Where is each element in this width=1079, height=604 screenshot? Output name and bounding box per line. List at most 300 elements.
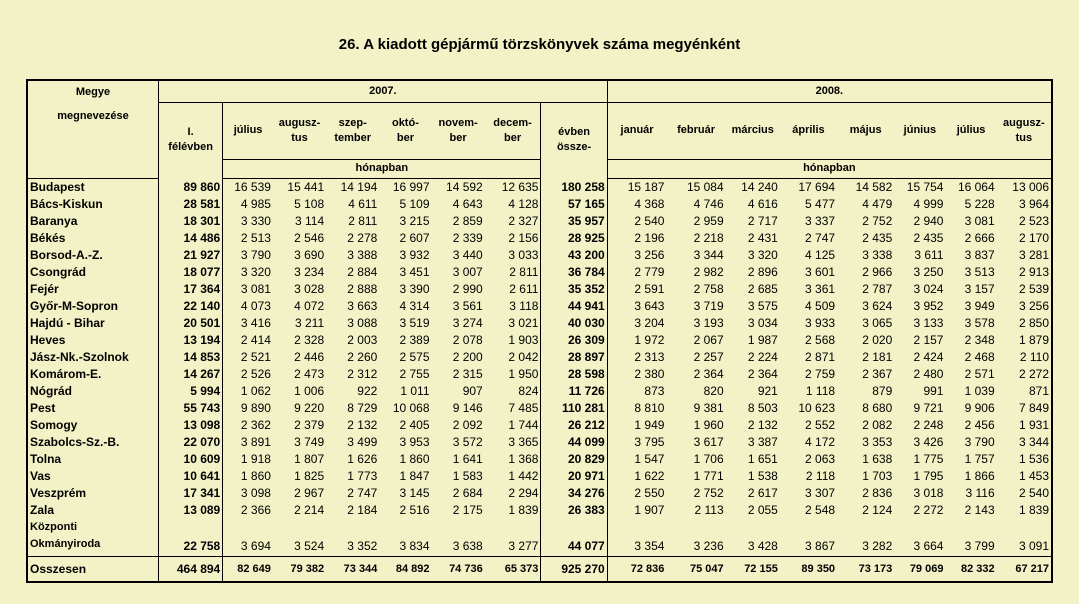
table-cell: 2 257 <box>693 350 724 364</box>
table-cell: 2 755 <box>399 367 430 381</box>
table-row <box>27 264 1052 281</box>
table-cell: 3 281 <box>1018 248 1049 262</box>
table-row <box>27 434 1052 451</box>
table-cell: 4 172 <box>805 435 836 449</box>
table-cell: 922 <box>357 384 378 398</box>
table-cell: 3 952 <box>913 299 944 313</box>
table-cell: 2 157 <box>913 333 944 347</box>
table-cell: 2 362 <box>240 418 271 432</box>
column-header-2007-1: július <box>233 124 263 136</box>
table-cell: 1 839 <box>485 502 541 519</box>
table-cell: 2 523 <box>1018 214 1049 228</box>
table-cell: 2 063 <box>805 452 836 466</box>
table-cell: 2 896 <box>747 265 778 279</box>
table-cell: 1 453 <box>1018 469 1049 483</box>
table-cell: 2 540 <box>634 214 665 228</box>
table-cell: 1 847 <box>399 469 430 483</box>
table-cell: 2 367 <box>862 367 893 381</box>
table-cell: 3 513 <box>964 265 995 279</box>
table-cell: 3 933 <box>805 316 836 330</box>
table-cell: 2 685 <box>747 282 778 296</box>
table-cell: 3 354 <box>634 538 665 553</box>
table-cell: 2 871 <box>805 350 836 364</box>
table-cell: 8 680 <box>862 401 893 415</box>
table-cell: 2 513 <box>240 231 271 245</box>
table-row <box>27 468 1052 485</box>
county-name: Győr-M-Sopron <box>27 298 159 315</box>
table-cell: 2 379 <box>294 418 325 432</box>
unit-label-2007: hónapban <box>223 159 541 178</box>
table-cell: 3 024 <box>913 282 944 296</box>
table-cell: 28 897 <box>541 349 607 366</box>
table-cell: 3 352 <box>347 538 378 553</box>
table-cell: 3 953 <box>399 435 430 449</box>
table-cell: 3 320 <box>747 248 778 262</box>
table-cell: 3 320 <box>240 265 271 279</box>
table-cell: 2 124 <box>862 503 893 517</box>
table-cell: 2 170 <box>1018 231 1049 245</box>
table-cell: 3 330 <box>240 214 271 228</box>
table-cell: 3 081 <box>240 282 271 296</box>
table-cell: 2 067 <box>693 333 724 347</box>
table-cell: 907 <box>462 384 483 398</box>
table-cell: 4 616 <box>747 197 778 211</box>
table-cell: 5 994 <box>159 383 223 400</box>
table-cell: 1 039 <box>964 384 995 398</box>
table-cell: 3 932 <box>399 248 430 262</box>
table-cell: 26 383 <box>541 502 607 519</box>
table-cell: 3 007 <box>452 265 483 279</box>
table-cell: 10 623 <box>798 401 836 415</box>
table-cell: 35 352 <box>541 281 607 298</box>
table-cell: 74 736 <box>432 556 485 582</box>
table-cell: 2 003 <box>347 333 378 347</box>
table-cell: 2 184 <box>347 503 378 517</box>
table-cell: 1 771 <box>693 469 724 483</box>
table-cell: 3 451 <box>399 265 430 279</box>
table-cell: 1 118 <box>805 384 836 398</box>
table-row <box>27 315 1052 332</box>
table-cell: 1 866 <box>964 469 995 483</box>
table-row <box>27 196 1052 213</box>
table-cell: 3 790 <box>964 435 995 449</box>
table-row <box>27 281 1052 298</box>
table-cell: 4 611 <box>348 197 378 211</box>
table-cell: 12 635 <box>485 178 541 196</box>
table-cell: 3 572 <box>452 435 483 449</box>
table-cell: 18 301 <box>159 213 223 230</box>
county-name: Békés <box>27 230 159 247</box>
table-cell: 20 501 <box>159 315 223 332</box>
table-cell: 2 539 <box>1018 282 1049 296</box>
table-cell: 3 749 <box>294 435 325 449</box>
table-cell: 2 940 <box>913 214 944 228</box>
table-cell: 2 248 <box>913 418 944 432</box>
table-cell: 1 757 <box>964 452 995 466</box>
table-cell: 2 214 <box>294 503 325 517</box>
county-name: Osszesen <box>27 556 159 582</box>
table-cell: 2 747 <box>805 231 836 245</box>
table-cell: 3 663 <box>347 299 378 313</box>
table-cell: 2 118 <box>805 469 836 483</box>
table-cell: 13 089 <box>159 502 223 519</box>
table-cell: 1 903 <box>485 332 541 349</box>
county-name: Csongrád <box>27 264 159 281</box>
table-cell: 3 643 <box>634 299 665 313</box>
table-cell: 1 839 <box>1018 503 1049 517</box>
table-cell: 2 666 <box>964 231 995 245</box>
table-cell: 2 811 <box>485 264 541 281</box>
table-cell: 2 759 <box>805 367 836 381</box>
table-cell: 3 236 <box>693 538 724 553</box>
table-cell: 3 282 <box>862 538 893 553</box>
table-cell: 2 224 <box>747 350 778 364</box>
table-cell: 17 694 <box>798 180 836 194</box>
table-cell: 8 503 <box>747 401 778 415</box>
table-cell: 72 836 <box>607 556 666 582</box>
table-cell: 2 218 <box>693 231 724 245</box>
county-name: Szabolcs-Sz.-B. <box>27 434 159 451</box>
table-cell: 2 175 <box>452 503 483 517</box>
table-cell: 9 906 <box>964 401 995 415</box>
table-row <box>27 417 1052 434</box>
table-cell: 20 971 <box>541 468 607 485</box>
table-cell: 4 746 <box>693 197 724 211</box>
table-cell: 2 435 <box>913 231 944 245</box>
county-name: Heves <box>27 332 159 349</box>
table-cell: 4 509 <box>805 299 836 313</box>
table-cell: 72 155 <box>726 556 780 582</box>
table-cell: 3 118 <box>485 298 541 315</box>
table-cell: 73 344 <box>326 556 379 582</box>
table-cell: 2 966 <box>862 265 893 279</box>
table-cell: 7 849 <box>1018 401 1049 415</box>
county-name: Tolna <box>27 451 159 468</box>
table-cell: 1 547 <box>634 452 665 466</box>
table-cell: 65 373 <box>485 556 541 582</box>
table-cell: 1 706 <box>693 452 724 466</box>
table-cell: 3 234 <box>294 265 325 279</box>
table-cell: 3 964 <box>1018 197 1049 211</box>
table-cell: 2 752 <box>693 486 724 500</box>
table-cell: 1 536 <box>1018 452 1049 466</box>
table-cell: 28 598 <box>541 366 607 383</box>
table-row <box>27 519 1052 557</box>
table-cell: 3 694 <box>240 538 271 553</box>
table-cell: 464 894 <box>159 556 223 582</box>
county-name: Pest <box>27 400 159 417</box>
table-cell: 3 837 <box>964 248 995 262</box>
table-cell: 3 344 <box>693 248 724 262</box>
table-cell: 15 084 <box>686 180 724 194</box>
table-cell: 35 957 <box>541 213 607 230</box>
table-cell: 1 972 <box>634 333 665 347</box>
table-cell: 4 985 <box>240 197 271 211</box>
table-cell: 1 773 <box>347 469 378 483</box>
table-cell: 2 424 <box>913 350 944 364</box>
table-cell: 2 431 <box>747 231 778 245</box>
table-cell: 2 550 <box>634 486 665 500</box>
table-row <box>27 400 1052 417</box>
table-cell: 3 719 <box>693 299 724 313</box>
county-name: Somogy <box>27 417 159 434</box>
table-row <box>27 230 1052 247</box>
table-cell: 2 836 <box>862 486 893 500</box>
table-cell: 3 344 <box>1018 435 1049 449</box>
column-header-2008-3: április <box>792 124 825 136</box>
table-cell: 2 456 <box>964 418 995 432</box>
table-cell: 3 250 <box>913 265 944 279</box>
table-cell: 13 006 <box>1012 180 1049 194</box>
county-header: Megye megnevezése <box>27 80 159 178</box>
table-cell: 16 064 <box>957 180 995 194</box>
table-cell: 5 109 <box>399 197 430 211</box>
table-cell: 3 867 <box>805 538 836 553</box>
table-cell: 3 114 <box>294 214 325 228</box>
table-row <box>27 349 1052 366</box>
table-cell: 2 552 <box>805 418 836 432</box>
county-name: Hajdú - Bihar <box>27 315 159 332</box>
table-cell: 1 960 <box>693 418 724 432</box>
table-cell: 15 441 <box>287 180 325 194</box>
table-cell: 26 309 <box>541 332 607 349</box>
table-cell: 2 546 <box>294 231 325 245</box>
table-cell: 55 743 <box>159 400 223 417</box>
table-cell: 879 <box>872 384 893 398</box>
table-cell: 921 <box>757 384 778 398</box>
table-row <box>27 178 1052 196</box>
table-cell: 14 486 <box>159 230 223 247</box>
table-cell: 10 609 <box>159 451 223 468</box>
column-header-2007-7: évben össze- <box>541 102 607 178</box>
table-cell: 3 353 <box>862 435 893 449</box>
table-cell: 3 211 <box>294 316 325 330</box>
table-cell: 1 918 <box>240 452 271 466</box>
column-header-2007-0: I. félévben <box>159 102 223 178</box>
table-cell: 3 337 <box>805 214 836 228</box>
table-row <box>27 556 1052 582</box>
table-cell: 2 568 <box>805 333 836 347</box>
table-cell: 36 784 <box>541 264 607 281</box>
column-header-2008-7: augusz- tus <box>1003 116 1045 144</box>
table-cell: 3 428 <box>747 538 778 553</box>
table-cell: 3 387 <box>747 435 778 449</box>
table-cell: 925 270 <box>541 556 607 582</box>
table-cell: 3 157 <box>964 282 995 296</box>
table-cell: 1 950 <box>485 366 541 383</box>
table-cell: 3 307 <box>805 486 836 500</box>
column-header-2008-1: február <box>677 124 715 136</box>
county-name: Fejér <box>27 281 159 298</box>
table-cell: 3 338 <box>862 248 893 262</box>
table-cell: 2 575 <box>399 350 430 364</box>
table-cell: 82 332 <box>945 556 996 582</box>
table-cell: 3 499 <box>347 435 378 449</box>
table-cell: 3 891 <box>240 435 271 449</box>
table-cell: 2 717 <box>747 214 778 228</box>
table-cell: 4 479 <box>862 197 893 211</box>
table-cell: 1 879 <box>1018 333 1049 347</box>
table-cell: 9 381 <box>693 401 724 415</box>
table-cell: 871 <box>1028 384 1049 398</box>
table-cell: 3 949 <box>964 299 995 313</box>
table-cell: 1 703 <box>862 469 893 483</box>
table-cell: 17 364 <box>159 281 223 298</box>
table-cell: 2 405 <box>399 418 430 432</box>
table-cell: 1 651 <box>747 452 778 466</box>
table-cell: 2 389 <box>399 333 430 347</box>
table-cell: 2 884 <box>347 265 378 279</box>
table-cell: 2 473 <box>294 367 325 381</box>
table-cell: 7 485 <box>485 400 541 417</box>
table-cell: 3 193 <box>693 316 724 330</box>
county-name: Központi Okmányiroda <box>27 519 159 557</box>
table-cell: 3 638 <box>452 538 483 553</box>
year-2008-header: 2008. <box>815 84 844 97</box>
county-name: Zala <box>27 502 159 519</box>
table-cell: 1 368 <box>485 451 541 468</box>
table-cell: 2 435 <box>862 231 893 245</box>
column-header-2007-3: szep- tember <box>334 116 372 144</box>
table-cell: 1 006 <box>294 384 325 398</box>
table-cell: 73 173 <box>837 556 894 582</box>
table-cell: 3 575 <box>747 299 778 313</box>
table-cell: 3 578 <box>964 316 995 330</box>
table-cell: 3 091 <box>1018 538 1049 553</box>
table-cell: 3 416 <box>240 316 271 330</box>
table-cell: 2 380 <box>634 367 665 381</box>
table-cell: 75 047 <box>666 556 725 582</box>
table-cell: 2 364 <box>693 367 724 381</box>
table-cell: 14 267 <box>159 366 223 383</box>
table-cell: 11 726 <box>541 383 607 400</box>
table-cell: 3 081 <box>964 214 995 228</box>
table-cell: 84 892 <box>379 556 431 582</box>
table-cell: 2 055 <box>747 503 778 517</box>
table-cell: 4 125 <box>805 248 836 262</box>
table-cell: 82 649 <box>223 556 273 582</box>
table-cell: 1 907 <box>634 503 665 517</box>
table-cell: 2 684 <box>452 486 483 500</box>
table-cell: 2 611 <box>485 281 541 298</box>
table-cell: 15 187 <box>627 180 665 194</box>
table-cell: 9 146 <box>452 401 483 415</box>
county-name: Budapest <box>27 178 159 196</box>
table-cell: 4 368 <box>634 197 665 211</box>
table-cell: 3 256 <box>1018 299 1049 313</box>
table-row <box>27 383 1052 400</box>
table-cell: 14 582 <box>855 180 893 194</box>
table-cell: 3 065 <box>862 316 893 330</box>
table-cell: 2 414 <box>240 333 271 347</box>
table-cell: 1 860 <box>240 469 271 483</box>
table-cell: 14 592 <box>446 180 483 194</box>
table-cell: 1 583 <box>452 469 483 483</box>
table-cell: 2 591 <box>634 282 665 296</box>
table-cell: 2 132 <box>347 418 378 432</box>
table-cell: 4 128 <box>485 196 541 213</box>
county-name: Jász-Nk.-Szolnok <box>27 349 159 366</box>
column-header-2007-4: októ- ber <box>391 116 419 144</box>
table-cell: 8 810 <box>634 401 665 415</box>
table-cell: 2 348 <box>964 333 995 347</box>
table-cell: 13 194 <box>159 332 223 349</box>
table-cell: 5 108 <box>294 197 325 211</box>
table-cell: 3 440 <box>452 248 483 262</box>
table-cell: 28 581 <box>159 196 223 213</box>
table-cell: 2 607 <box>399 231 430 245</box>
table-row <box>27 213 1052 230</box>
table-row <box>27 485 1052 502</box>
table-cell: 14 853 <box>159 349 223 366</box>
table-cell: 2 328 <box>294 333 325 347</box>
table-cell: 2 272 <box>1018 367 1049 381</box>
table-cell: 2 982 <box>693 265 724 279</box>
table-cell: 20 829 <box>541 451 607 468</box>
table-cell: 1 638 <box>862 452 893 466</box>
column-header-2008-0: január <box>620 124 654 136</box>
table-cell: 2 200 <box>452 350 483 364</box>
table-cell: 2 540 <box>1018 486 1049 500</box>
column-header-2008-4: május <box>849 124 882 136</box>
table-cell: 40 030 <box>541 315 607 332</box>
table-cell: 3 795 <box>634 435 665 449</box>
table-cell: 57 165 <box>541 196 607 213</box>
table-cell: 991 <box>923 384 944 398</box>
unit-label-2008: hónapban <box>607 159 1052 178</box>
county-name: Veszprém <box>27 485 159 502</box>
table-cell: 18 077 <box>159 264 223 281</box>
table-cell: 44 941 <box>541 298 607 315</box>
county-name: Komárom-E. <box>27 366 159 383</box>
table-cell: 820 <box>703 384 724 398</box>
table-cell: 10 641 <box>159 468 223 485</box>
table-cell: 1 931 <box>1018 418 1049 432</box>
table-cell: 2 327 <box>485 213 541 230</box>
table-cell: 1 744 <box>485 417 541 434</box>
table-cell: 67 217 <box>997 556 1052 582</box>
table-cell: 3 215 <box>399 214 430 228</box>
table-cell: 3 390 <box>399 282 430 296</box>
table-cell: 9 220 <box>294 401 325 415</box>
table-cell: 2 313 <box>634 350 665 364</box>
table-cell: 9 890 <box>240 401 271 415</box>
table-cell: 3 601 <box>805 265 836 279</box>
table-cell: 2 888 <box>347 282 378 296</box>
table-cell: 2 312 <box>347 367 378 381</box>
table-cell: 2 779 <box>634 265 665 279</box>
table-cell: 1 807 <box>294 452 325 466</box>
table-cell: 1 860 <box>399 452 430 466</box>
table-cell: 2 859 <box>452 214 483 228</box>
table-cell: 3 088 <box>347 316 378 330</box>
table-cell: 2 468 <box>964 350 995 364</box>
table-cell: 1 622 <box>634 469 665 483</box>
column-header-2007-6: decem- ber <box>485 102 541 159</box>
table-cell: 3 277 <box>485 519 541 557</box>
table-cell: 3 611 <box>914 248 944 262</box>
column-header-2008-6: július <box>956 124 986 136</box>
table-cell: 2 366 <box>240 503 271 517</box>
table-cell: 2 516 <box>399 503 430 517</box>
table-cell: 1 641 <box>452 452 483 466</box>
table-cell: 16 997 <box>392 180 430 194</box>
table-row <box>27 502 1052 519</box>
table-cell: 26 212 <box>541 417 607 434</box>
table-cell: 2 617 <box>747 486 778 500</box>
table-cell: 9 721 <box>913 401 944 415</box>
table-cell: 3 664 <box>913 538 944 553</box>
